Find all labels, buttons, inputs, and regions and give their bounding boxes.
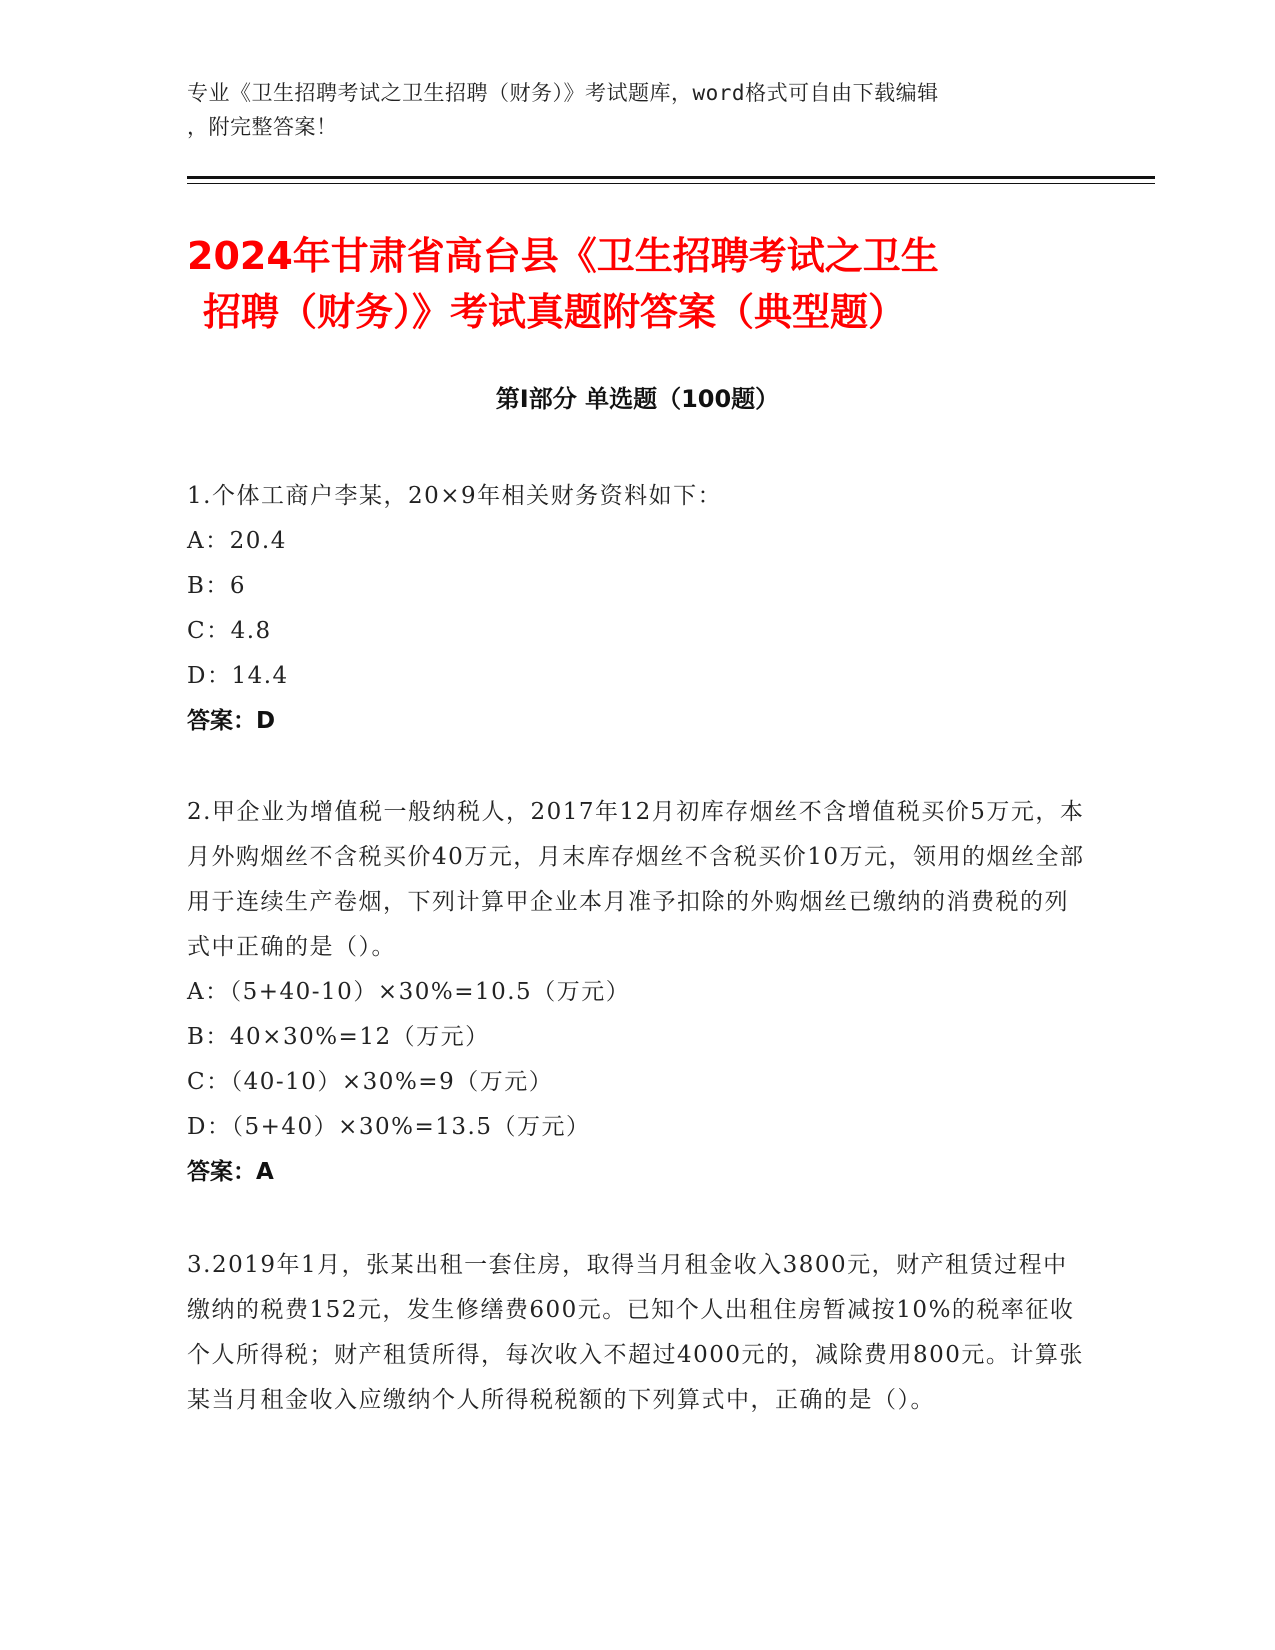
document-title-line1: 2024年甘肃省高台县《卫生招聘考试之卫生 xyxy=(187,234,939,278)
question-answer: 答案：D xyxy=(187,708,276,734)
header-divider-thin xyxy=(187,183,1155,184)
question-option-a: A：（5+40-10）×30%=10.5（万元） xyxy=(187,979,631,1005)
question-option-a: A：20.4 xyxy=(187,528,287,554)
question-stem: 1.个体工商户李某，20×9年相关财务资料如下： xyxy=(187,483,723,509)
header-divider-thick xyxy=(187,176,1155,179)
document-title-line2: 招聘（财务）》考试真题附答案（典型题） xyxy=(203,290,907,334)
question-option-b: B：6 xyxy=(187,573,247,599)
question-item xyxy=(187,1243,1087,1423)
question-answer: 答案：A xyxy=(187,1159,274,1185)
question-stem: 3.2019年1月，张某出租一套住房，取得当月租金收入3800元，财产租赁过程中缴纳的税费152元，发生修缮费600元。已知个人出租住房暂减按10%的税率征收个人所得税；财产租赁所得，每次收入不超过4000元的，减除费用800元。计算张某当月租金收入应缴纳个人所得税税额的下列算式中，正确的是（）。 xyxy=(187,1252,1084,1413)
header-note-line1: 专业《卫生招聘考试之卫生招聘（财务）》考试题库，word格式可自由下载编辑 xyxy=(187,81,939,105)
section-heading: 第Ⅰ部分 单选题（100题） xyxy=(495,385,780,413)
question-option-d: D：（5+40）×30%=13.5（万元） xyxy=(187,1114,591,1140)
header-note-line2: ，附完整答案！ xyxy=(187,115,338,139)
question-stem: 2.甲企业为增值税一般纳税人，2017年12月初库存烟丝不含增值税买价5万元，本月外购烟丝不含税买价40万元，月末库存烟丝不含税买价10万元，领用的烟丝全部用于连续生产卷烟，下列计算甲企业本月准予扣除的外购烟丝已缴纳的消费税的列式中正确的是（）。 xyxy=(187,799,1085,960)
question-item xyxy=(187,790,1087,1195)
document-title xyxy=(187,228,1087,340)
question-option-d: D：14.4 xyxy=(187,663,289,689)
header-note xyxy=(187,76,1077,144)
question-option-c: C：（40-10）×30%=9（万元） xyxy=(187,1069,554,1095)
question-option-c: C：4.8 xyxy=(187,618,272,644)
question-item xyxy=(187,474,1087,744)
question-option-b: B：40×30%=12（万元） xyxy=(187,1024,490,1050)
